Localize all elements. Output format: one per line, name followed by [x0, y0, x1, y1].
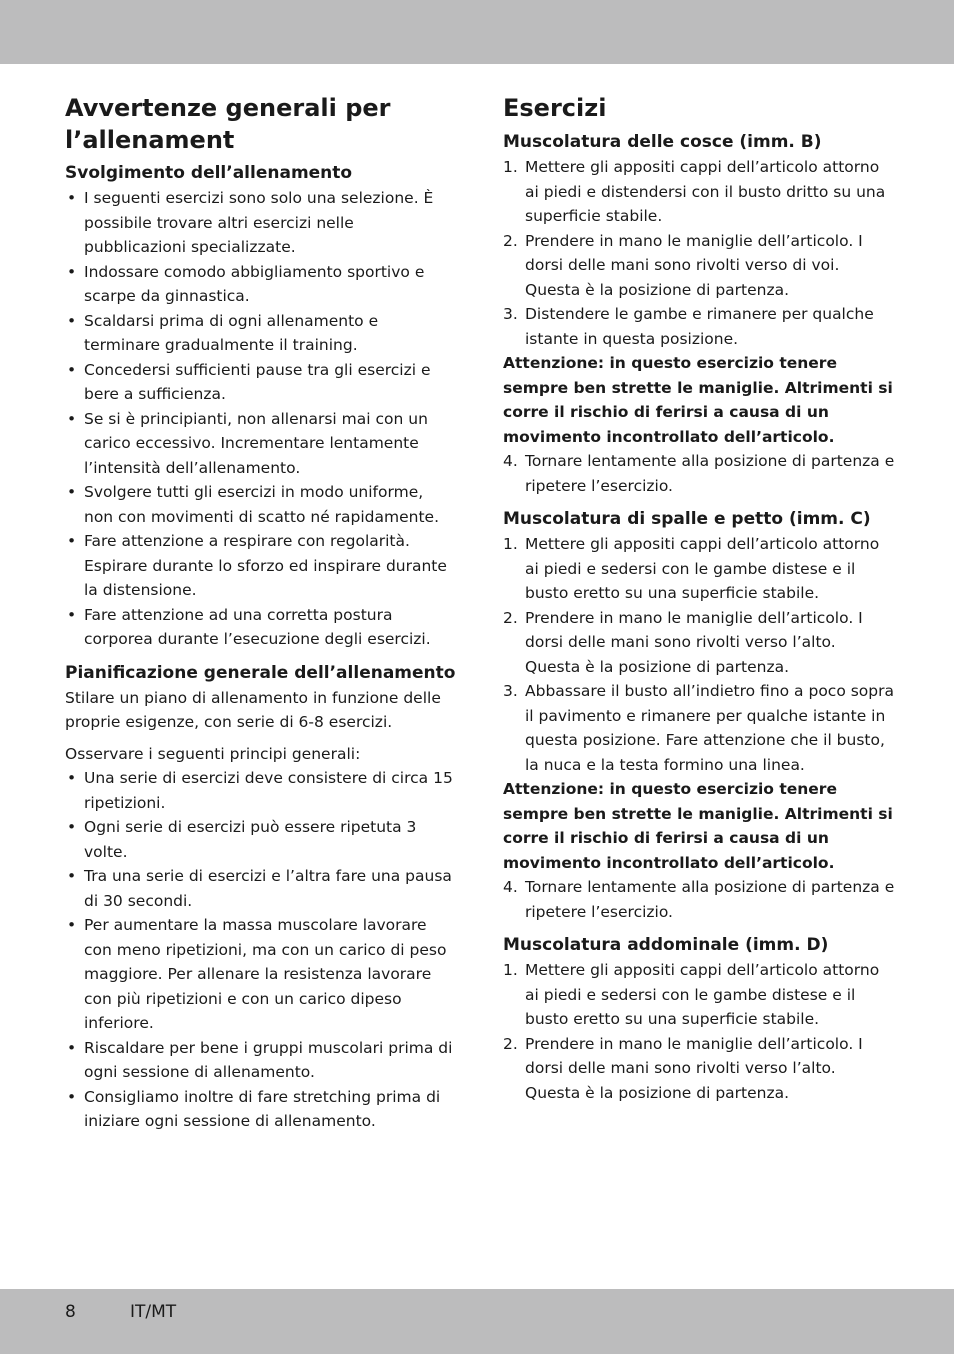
section-title-esercizi: Esercizi	[503, 94, 607, 122]
steps-list-b-cont	[503, 449, 895, 498]
list-item: 1. Mettere gli appositi cappi dell’articolo attorno ai piedi e sedersi con le gambe distese e il busto eretto su una superficie stabile.	[503, 532, 895, 606]
bullet-icon: •	[67, 262, 77, 281]
paragraph: Stilare un piano di allenamento in funzione delle proprie esigenze, con serie di 6-8 esercizi.	[65, 688, 441, 731]
bullet-icon: •	[67, 532, 77, 550]
paragraph: Osservare i seguenti principi generali:	[65, 744, 361, 763]
step-number: 2.	[503, 1034, 518, 1053]
right-column	[503, 92, 895, 1105]
bullet-list-pianificazione	[65, 766, 457, 1134]
list-item: 3. Abbassare il busto all’indietro fino a poco sopra il pavimento e rimanere per qualche istante in questa posizione. Fare attenzione che il busto, la nuca e la testa formino una linea.	[503, 679, 895, 777]
section-heading-pianificazione: Pianificazione generale dell’allenamento	[65, 662, 456, 683]
list-item: • Tra una serie di esercizi e l’altra fare una pausa di 30 secondi.	[65, 864, 457, 913]
step-number: 1.	[503, 961, 518, 979]
list-item: • Concedersi sufficienti pause tra gli esercizi e bere a sufficienza.	[65, 358, 457, 407]
list-item: • Se si è principianti, non allenarsi mai con un carico eccessivo. Incrementare lentamente l’intensità dell’allenamento.	[65, 407, 457, 481]
exercise-heading-d: Muscolatura addominale (imm. D)	[503, 935, 829, 955]
list-item: • I seguenti esercizi sono solo una selezione. È possibile trovare altri esercizi nelle pubblicazioni specializzate.	[65, 186, 457, 260]
list-item: 4. Tornare lentamente alla posizione di partenza e ripetere l’esercizio.	[503, 875, 895, 924]
step-number: 1.	[503, 535, 518, 553]
list-item: • Una serie di esercizi deve consistere di circa 15 ripetizioni.	[65, 766, 457, 815]
warning-text: Attenzione: in questo esercizio tenere sempre ben strette le maniglie. Altrimenti si corre il rischio di ferirsi a causa di un movimento incontrollato dell’articolo.	[503, 780, 893, 872]
list-item: 3. Distendere le gambe e rimanere per qualche istante in questa posizione.	[503, 302, 895, 351]
list-item: • Per aumentare la massa muscolare lavorare con meno ripetizioni, ma con un carico di peso maggiore. Per allenare la resistenza lavorare con più ripetizioni e con un carico dipeso inferiore.	[65, 913, 457, 1036]
header-bar	[0, 0, 954, 64]
list-item: • Svolgere tutti gli esercizi in modo uniforme, non con movimenti di scatto né rapidamente.	[65, 480, 457, 529]
bullet-icon: •	[67, 360, 77, 379]
bullet-icon: •	[67, 867, 77, 885]
list-item: • Scaldarsi prima di ogni allenamento e terminare gradualmente il training.	[65, 309, 457, 358]
step-number: 3.	[503, 682, 518, 700]
language-code: IT/MT	[130, 1302, 177, 1322]
list-item: • Fare attenzione ad una corretta postura corporea durante l’esecuzione degli esercizi.	[65, 603, 457, 652]
list-item: 1. Mettere gli appositi cappi dell’articolo attorno ai piedi e sedersi con le gambe distese e il busto eretto su una superficie stabile.	[503, 958, 895, 1032]
step-number: 3.	[503, 305, 518, 323]
bullet-icon: •	[67, 409, 77, 428]
bullet-icon: •	[67, 1038, 77, 1057]
bullet-icon: •	[67, 916, 77, 934]
list-item: 2. Prendere in mano le maniglie dell’articolo. I dorsi delle mani sono rivolti verso di voi. Questa è la posizione di partenza.	[503, 229, 895, 303]
steps-list-c-cont	[503, 875, 895, 924]
bullet-icon: •	[67, 311, 77, 330]
bullet-icon: •	[67, 769, 77, 787]
bullet-icon: •	[67, 189, 77, 207]
step-number: 2.	[503, 231, 518, 250]
step-number: 4.	[503, 452, 518, 470]
left-column	[65, 92, 457, 1134]
bullet-icon: •	[67, 818, 77, 836]
page-title: Avvertenze generali per l’allenament	[65, 94, 391, 154]
steps-list-c	[503, 532, 895, 777]
list-item: • Indossare comodo abbigliamento sportivo e scarpe da ginnastica.	[65, 260, 457, 309]
list-item: 2. Prendere in mano le maniglie dell’articolo. I dorsi delle mani sono rivolti verso l’alto. Questa è la posizione di partenza.	[503, 606, 895, 680]
list-item: 4. Tornare lentamente alla posizione di partenza e ripetere l’esercizio.	[503, 449, 895, 498]
steps-list-b	[503, 155, 895, 351]
list-item: • Consigliamo inoltre di fare stretching prima di iniziare ogni sessione di allenamento.	[65, 1085, 457, 1134]
list-item: • Riscaldare per bene i gruppi muscolari prima di ogni sessione di allenamento.	[65, 1036, 457, 1085]
warning-text: Attenzione: in questo esercizio tenere sempre ben strette le maniglie. Altrimenti si corre il rischio di ferirsi a causa di un movimento incontrollato dell’articolo.	[503, 354, 893, 446]
step-number: 4.	[503, 878, 518, 896]
steps-list-d	[503, 958, 895, 1105]
list-item: • Fare attenzione a respirare con regolarità. Espirare durante lo sforzo ed inspirare durante la distensione.	[65, 529, 457, 603]
bullet-list-svolgimento	[65, 186, 457, 652]
list-item: • Ogni serie di esercizi può essere ripetuta 3 volte.	[65, 815, 457, 864]
exercise-heading-c: Muscolatura di spalle e petto (imm. C)	[503, 509, 871, 529]
list-item: 2. Prendere in mano le maniglie dell’articolo. I dorsi delle mani sono rivolti verso l’alto. Questa è la posizione di partenza.	[503, 1032, 895, 1106]
step-number: 2.	[503, 608, 518, 627]
bullet-icon: •	[67, 1087, 77, 1106]
bullet-icon: •	[67, 605, 77, 624]
bullet-icon: •	[67, 483, 77, 501]
list-item: 1. Mettere gli appositi cappi dell’articolo attorno ai piedi e distendersi con il busto dritto su una superficie stabile.	[503, 155, 895, 229]
step-number: 1.	[503, 158, 518, 176]
section-heading-svolgimento: Svolgimento dell’allenamento	[65, 163, 353, 183]
exercise-heading-b: Muscolatura delle cosce (imm. B)	[503, 132, 822, 152]
page-number: 8	[65, 1302, 76, 1322]
